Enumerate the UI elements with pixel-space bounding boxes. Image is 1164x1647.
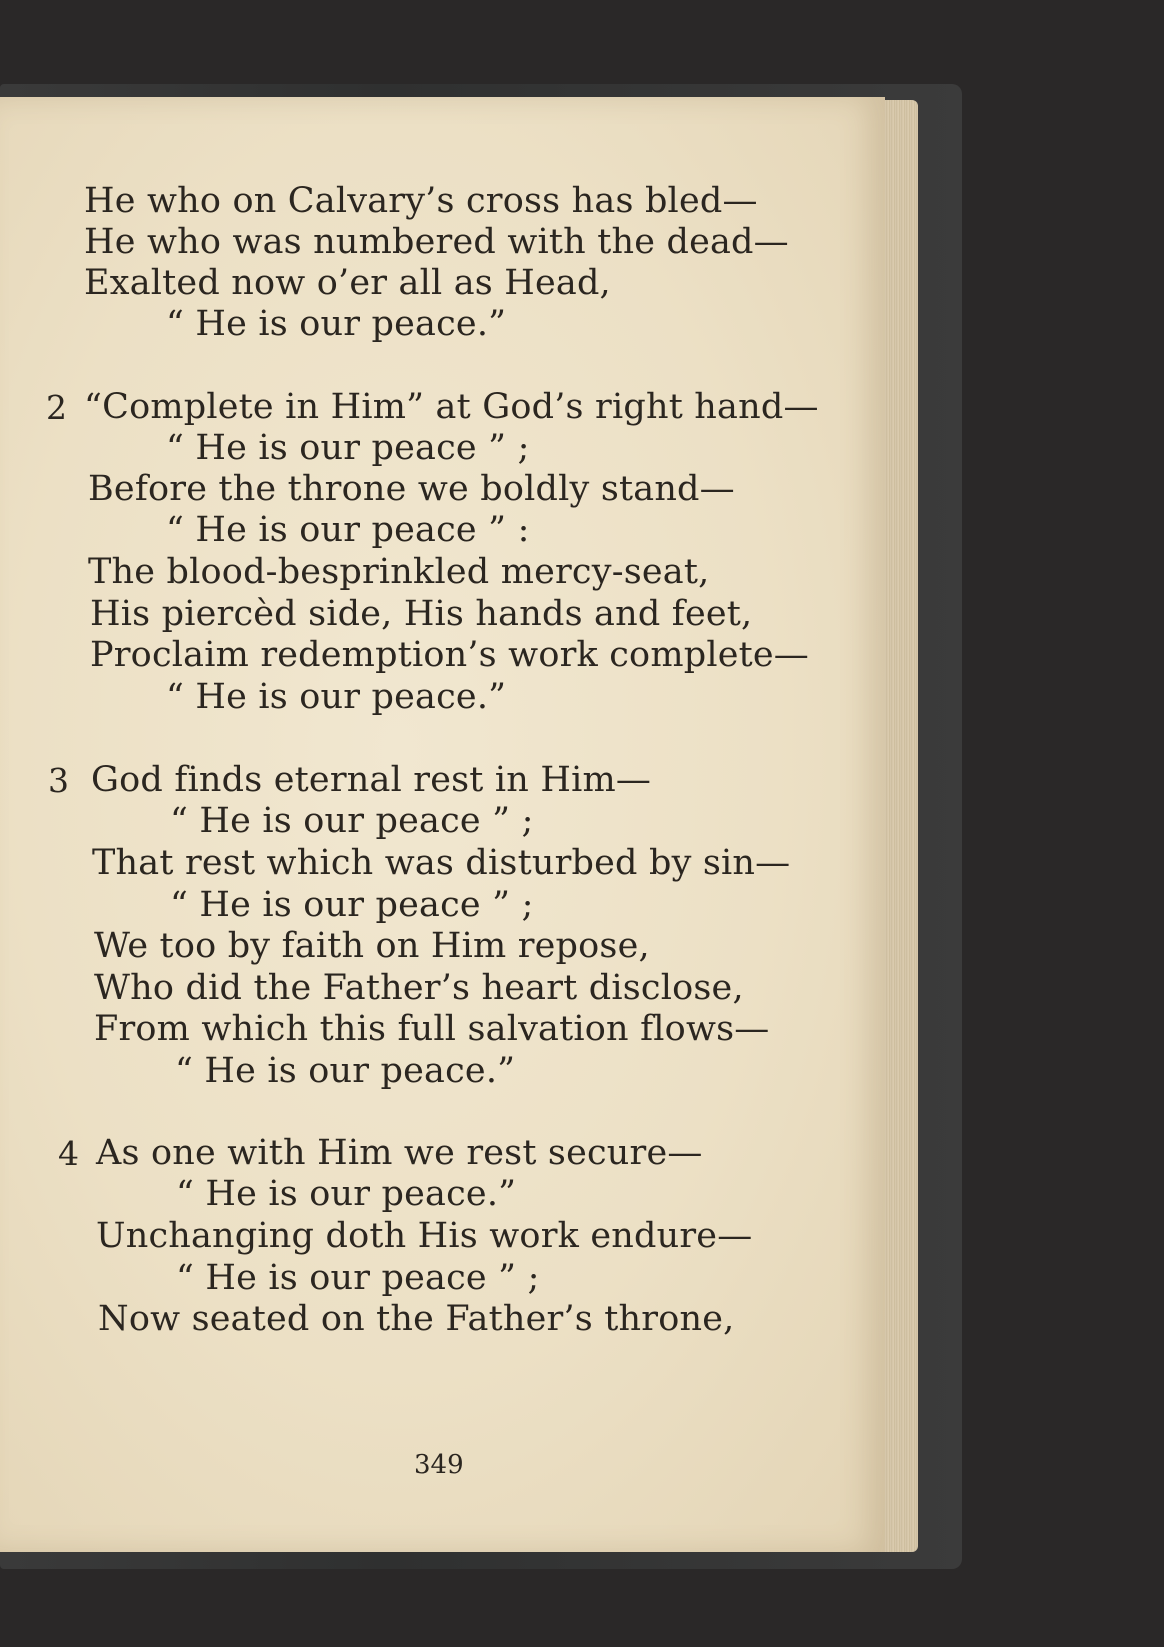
stanza-3-line-1: God finds eternal rest in Him— (91, 760, 652, 800)
stanza-3-line-2: “ He is our peace ” ; (170, 801, 534, 841)
stanza-2-line-7: Proclaim redemption’s work complete— (90, 635, 810, 675)
stanza-4-number: 4 (58, 1134, 79, 1173)
stanza-4-line-3: Unchanging doth His work endure— (96, 1216, 753, 1256)
stanza-1-refrain: “ He is our peace.” (166, 304, 507, 344)
stanza-3-line-5: We too by faith on Him repose, (94, 926, 650, 966)
stanza-3-line-7: From which this full salvation flows— (94, 1009, 770, 1049)
stanza-2-line-1: “Complete in Him” at God’s right hand— (84, 387, 819, 427)
stanza-2-line-5: The blood-besprinkled mercy-seat, (88, 552, 710, 592)
stanza-1-line-1: He who on Calvary’s cross has bled— (84, 181, 758, 221)
hymnal-page (0, 97, 885, 1552)
stanza-2-number: 2 (46, 388, 67, 427)
stanza-3-line-4: “ He is our peace ” ; (170, 885, 534, 925)
stanza-2-refrain: “ He is our peace.” (166, 677, 507, 717)
stanza-3-line-3: That rest which was disturbed by sin— (92, 843, 791, 883)
stanza-3-line-6: Who did the Father’s heart disclose, (94, 968, 744, 1008)
stanza-4-line-4: “ He is our peace ” ; (176, 1258, 540, 1298)
stanza-2-line-3: Before the throne we boldly stand— (88, 469, 735, 509)
stanza-2-line-4: “ He is our peace ” : (166, 510, 530, 550)
page-number: 349 (414, 1450, 464, 1480)
stanza-3-number: 3 (48, 761, 69, 800)
stanza-4-line-5: Now seated on the Father’s throne, (98, 1299, 735, 1339)
stanza-3-refrain: “ He is our peace.” (175, 1051, 516, 1091)
stanza-4-line-1: As one with Him we rest secure— (96, 1133, 703, 1173)
stanza-2-line-2: “ He is our peace ” ; (166, 428, 530, 468)
stanza-1-line-2: He who was numbered with the dead— (84, 222, 789, 262)
stanza-4-line-2: “ He is our peace.” (176, 1174, 517, 1214)
stanza-1-line-3: Exalted now o’er all as Head, (84, 263, 611, 303)
stanza-2-line-6: His piercèd side, His hands and feet, (90, 594, 753, 634)
